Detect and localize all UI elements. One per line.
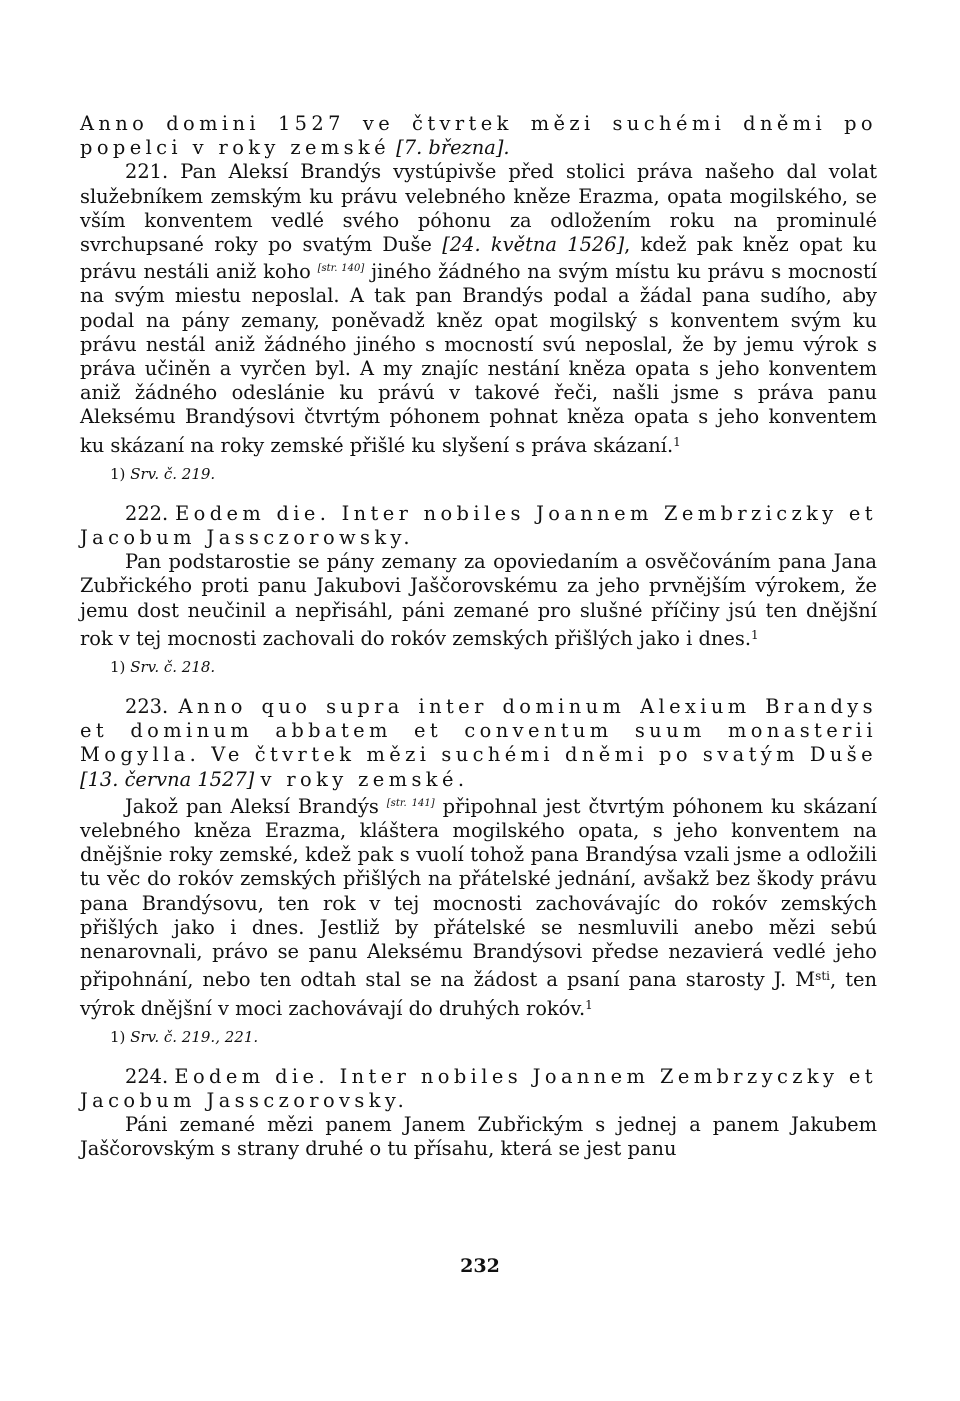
- entry-223-text-1: Jakož pan Aleksí Brandýs: [125, 794, 379, 818]
- entry-222-text: Pan podstarostie se pány zemany za opoviedaním a osvěčováním pana Jana Zubřického proti panu Jakubovi Jaščorovskému za jeho prvnějším výrokem, že jemu dost neučinil a nepřisáhl, páni zemané pro slušné příčiny jsú ten dnějšní rok v tej mocnosti zachovali do rokóv zemských přišlých jako i dnes.: [80, 550, 877, 650]
- entry-221-text-1: Pan Aleksí Brandýs vystúpivše před stolici práva našeho dal volat služebníkem zemským ku právu velebného kněze Erazma, opata mogilského, se vším konventem vedlé svého póhonu za odložením roku na prominulé svrchupsané roky po svatým Duše: [80, 160, 877, 257]
- entry-223-heading-text-1: Anno quo supra inter dominum Alexium Brandys et dominum abbatem et conventum suum monasterii Mogylla. Ve čtvrtek mězi suchémi dněmi po svatým Duše: [80, 695, 877, 767]
- entry-223-text-3: , ten výrok dnějšní v moci zachovávají do druhých rokóv.: [80, 968, 877, 1020]
- entry-223-text-2: připohnal jest čtvrtým póhonem ku skázaní velebného kněza Erazma, kláštera mogilského opata, s jeho konventem na dnějšnie roky zemské, kdež pak s vuolí tohož pana Brandýsa vzali jsme a odložili tu věc do rokóv zemských přišlých na přátelské jednání, avšakž bez škody právu pana Brandýsovu, ten rok v tej mocnosti zachovávajíc do rokóv zemských přišlých jako i dnes. Jestliž by přátelské se nesmluvili anebo mězi sebú nenarovnali, právo se panu Aleksému Brandýsovi předse nezavierá vedlé jeho připohnání, nebo ten odtah stal se na žádost a psaní pana starosty J. M: [80, 794, 877, 992]
- footnote-marker: 1: [673, 434, 681, 449]
- entry-221: [80, 160, 877, 457]
- entry-221-text-2: , kdež pak kněz opat ku právu nestáli aniž koho: [80, 233, 878, 284]
- entry-224-heading-text: Eodem die. Inter nobiles Joannem Zembrzyczky et Jacobum Jassczorovsky.: [80, 1064, 877, 1112]
- footnote-marker: 1: [751, 627, 759, 642]
- footnote-223: [110, 1027, 877, 1047]
- entry-221-text-3: jiného žádného na svým místu ku právu s mocností na svým miestu neposlal. A tak pan Brandýs podal a žádal pana sudího, aby podal na pány zemany, poněvadž kněz opat mogilský s konventem svým ku právu nestál aniž žádného jiného s mocností svú neposlal, že by jemu výrok s práva učiněn a vyrčen byl. A my znajíc nestání kněza opata s jeho konventem aniž žádného odeslánie ku právú v takové řeči, našli jsme s práva panu Aleksému Brandýsovi čtvrtým póhonem pohnat kněza opata s jeho konventem ku skázaní na roky zemské přišlé ku slyšení s práva skázaní.: [80, 260, 877, 457]
- footnote-221: [110, 464, 877, 484]
- footnote-number: 1): [110, 464, 126, 483]
- entry-222-number: 222.: [125, 501, 169, 525]
- entry-224-text: Páni zemané mězi panem Janem Zubřickým s jednej a panem Jakubem Jaščorovským s strany druhé o tu přísahu, která se jest panu: [80, 1113, 877, 1161]
- footnote-text: Srv. č. 218.: [130, 658, 216, 677]
- footnote-text: Srv. č. 219.: [130, 464, 216, 483]
- session-heading: [80, 112, 877, 160]
- entry-224-number: 224.: [125, 1064, 169, 1088]
- footnote-marker: 1: [585, 997, 593, 1012]
- page-reference-140: [str. 140]: [317, 263, 365, 275]
- entry-221-date: [24. května 1526]: [442, 233, 625, 257]
- entry-222: [80, 550, 877, 651]
- page-reference-141: [str. 141]: [386, 797, 435, 809]
- footnote-222: [110, 657, 877, 677]
- footnote-text: Srv. č. 219., 221.: [130, 1027, 259, 1046]
- entry-223-heading: [80, 695, 877, 792]
- entry-224-heading: [80, 1065, 877, 1113]
- entry-222-heading: [80, 502, 877, 550]
- entry-222-heading-text: Eodem die. Inter nobiles Joannem Zembrziczky et Jacobum Jassczorowsky.: [80, 501, 877, 550]
- entry-224: [80, 1113, 877, 1161]
- session-date: [7. března].: [396, 136, 510, 160]
- footnote-number: 1): [110, 1027, 126, 1046]
- page-number: 232: [460, 1255, 500, 1277]
- entry-223-number: 223.: [125, 695, 169, 719]
- footnote-number: 1): [110, 658, 126, 677]
- session-heading-text: Anno domini 1527 ve čtvrtek mězi suchémi dněmi po popelci v roky zemské: [80, 112, 877, 160]
- entry-223-date: [13. června 1527]: [80, 767, 255, 791]
- msti-superscript: sti: [815, 969, 830, 984]
- entry-223-heading-text-2: v roky zemské.: [260, 767, 469, 791]
- document-page: [80, 112, 877, 1162]
- entry-221-number: 221.: [125, 160, 169, 184]
- entry-223: [80, 792, 877, 1021]
